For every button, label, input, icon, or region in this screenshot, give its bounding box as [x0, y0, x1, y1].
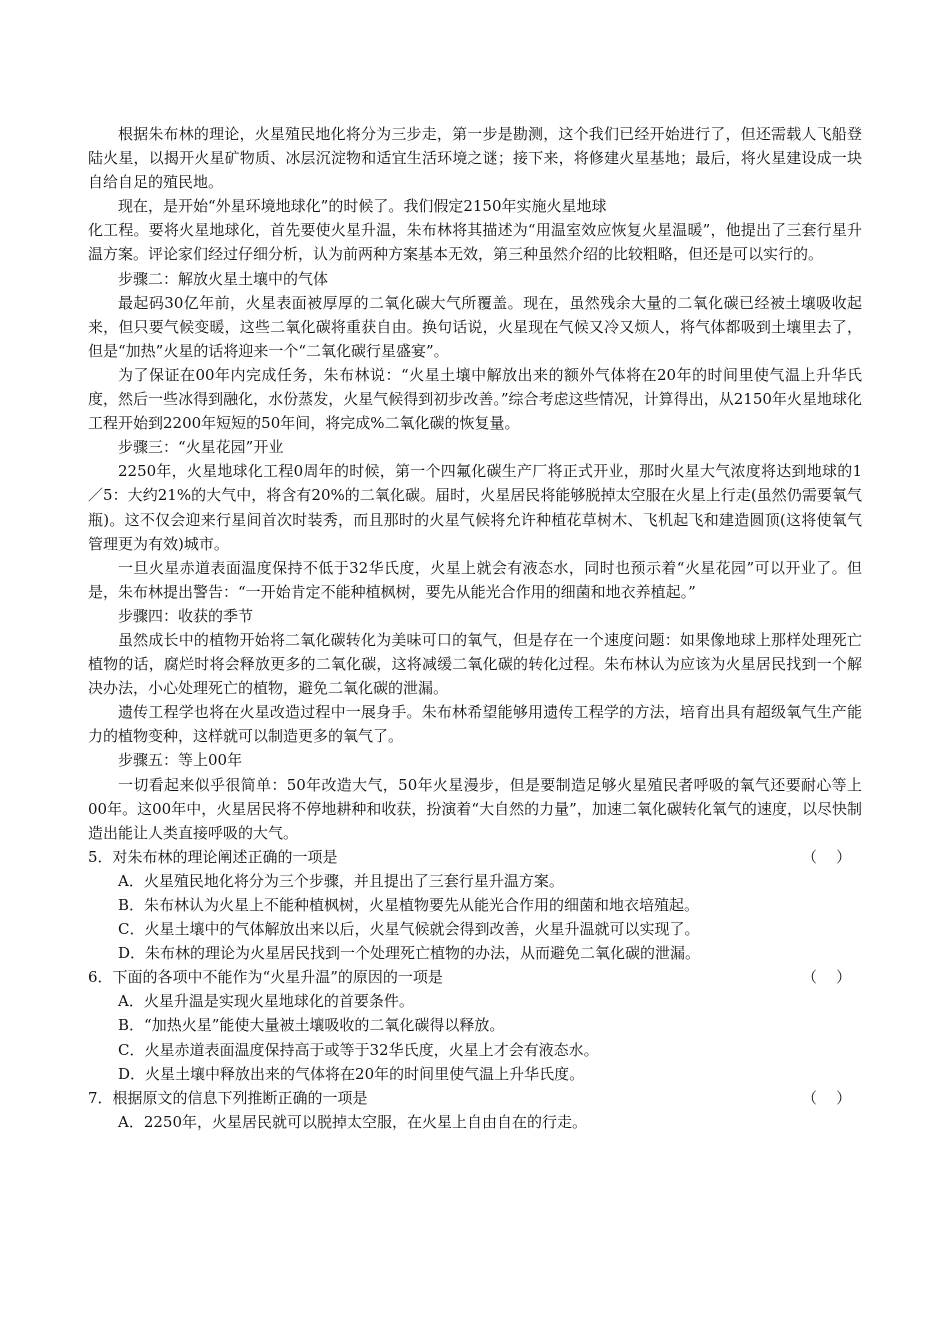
step-2-heading: 步骤二：解放火星土壤中的气体	[118, 269, 329, 288]
paragraph-6: 一旦火星赤道表面温度保持不低于32华氏度，火星上就会有液态水，同时也预示着“火星花园”可以开业了。但是，朱布林提出警告：“一开始肯定不能种植枫树，要先从能光合作用的细菌和地衣养植起。”	[88, 558, 862, 601]
paragraph-2-continued: 化工程。要将火星地球化，首先要使火星升温，朱布林将其描述为“用温室效应恢复火星温暖”，他提出了三套行星升温方案。评论家们经过仔细分析，认为前两种方案基本无效，第三种虽然介绍的比较粗略，但还是可以实行的。	[88, 221, 862, 264]
step-3-heading: 步骤三：“火星花园”开业	[118, 438, 284, 457]
paragraph-7: 虽然成长中的植物开始将二氧化碳转化为美味可口的氧气，但是存在一个速度问题：如果像地球上那样处理死亡植物的话，腐烂时将会释放更多的二氧化碳，这将减缓二氧化碳的转化过程。朱布林认为应该为火星居民找到一个解决办法，小心处理死亡的植物，避免二氧化碳的泄漏。	[88, 630, 862, 698]
question-6-answer-blank[interactable]: （ ）	[802, 968, 852, 987]
paragraph-8: 遗传工程学也将在火星改造过程中一展身手。朱布林希望能够用遗传工程学的方法，培育出具有超级氧气生产能力的植物变种，这样就可以制造更多的氧气了。	[88, 703, 862, 746]
question-6-option-c: C．火星赤道表面温度保持高于或等于32华氏度，火星上才会有液态水。	[118, 1040, 599, 1059]
question-6-option-d: D．火星土壤中释放出来的气体将在20年的时间里使气温上升华氏度。	[118, 1064, 585, 1083]
step-5-heading: 步骤五：等上00年	[118, 751, 243, 770]
paragraph-5: 2250年，火星地球化工程0周年的时候，第一个四氟化碳生产厂将正式开业，那时火星大气浓度将达到地球的1／5：大约21%的大气中，将含有20%的二氧化碳。届时，火星居民将能够脱掉太空服在火星上行走(虽然仍需要氧气瓶)。这不仅会迎来行星间首次时装秀，而且那时的火星气候将允许种植花草树木、飞机起飞和建造圆顶(这将使氧气管理更为有效)城市。	[88, 462, 862, 553]
question-7-stem: 7．根据原文的信息下列推断正确的一项是	[88, 1088, 368, 1107]
question-5-stem: 5．对朱布林的理论阐述正确的一项是	[88, 847, 338, 866]
question-6	[88, 965, 862, 1085]
paragraph-1: 根据朱布林的理论，火星殖民地化将分为三步走，第一步是勘测，这个我们已经开始进行了，但还需载人飞船登陆火星，以揭开火星矿物质、冰层沉淀物和适宜生活环境之谜；接下来，将修建火星基地；最后，将火星建设成一块自给自足的殖民地。	[88, 125, 862, 192]
paragraph-4: 为了保证在00年内完成任务，朱布林说：“火星土壤中解放出来的额外气体将在20年的时间里使气温上升华氏度，然后一些冰得到融化，水份蒸发，火星气候得到初步改善。”综合考虑这些情况，计算得出，从2150年火星地球化工程开始到2200年短短的50年间，将完成%二氧化碳的恢复量。	[88, 365, 862, 433]
paragraph-9: 一切看起来似乎很简单：50年改造大气，50年火星漫步，但是要制造足够火星殖民者呼吸的氧气还要耐心等上00年。这00年中，火星居民将不停地耕种和收获，扮演着“大自然的力量”，加速二氧化碳转化氧气的速度，以尽快制造出能让人类直接呼吸的大气。	[88, 775, 862, 842]
question-7-answer-blank[interactable]: （ ）	[802, 1088, 852, 1107]
question-5-option-b: B．朱布林认为火星上不能种植枫树，火星植物要先从能光合作用的细菌和地衣培殖起。	[118, 896, 700, 914]
question-5-option-a: A．火星殖民地化将分为三个步骤，并且提出了三套行星升温方案。	[118, 871, 564, 890]
question-6-stem: 6．下面的各项中不能作为“火星升温”的原因的一项是	[88, 968, 443, 987]
paragraph-2-first-line: 现在，是开始“外星环境地球化”的时候了。我们假定2150年实施火星地球	[118, 197, 607, 216]
paragraph-3: 最起码30亿年前，火星表面被厚厚的二氧化碳大气所覆盖。现在，虽然残余大量的二氧化碳已经被土壤吸收起来，但只要气候变暖，这些二氧化碳将重获自由。换句话说，火星现在气候又冷又烦人，将气体都吸到土壤里去了，但是“加热”火星的话将迎来一个“二氧化碳行星盛宴”。	[88, 293, 862, 360]
reading-passage	[88, 122, 862, 845]
question-5-option-c: C．火星土壤中的气体解放出来以后，火星气候就会得到改善，火星升温就可以实现了。	[118, 920, 700, 939]
question-6-option-a: A．火星升温是实现火星地球化的首要条件。	[118, 992, 414, 1011]
step-4-heading: 步骤四：收获的季节	[118, 606, 254, 625]
question-5-option-d: D．朱布林的理论为火星居民找到一个处理死亡植物的办法，从而避免二氧化碳的泄漏。	[118, 944, 701, 963]
question-7	[88, 1086, 862, 1134]
question-5-answer-blank[interactable]: （ ）	[802, 847, 852, 866]
question-6-option-b: B．“加热火星”能使大量被土壤吸收的二氧化碳得以释放。	[118, 1016, 505, 1035]
question-7-option-a: A．2250年，火星居民就可以脱掉太空服，在火星上自由自在的行走。	[118, 1112, 588, 1131]
question-5	[88, 845, 862, 965]
